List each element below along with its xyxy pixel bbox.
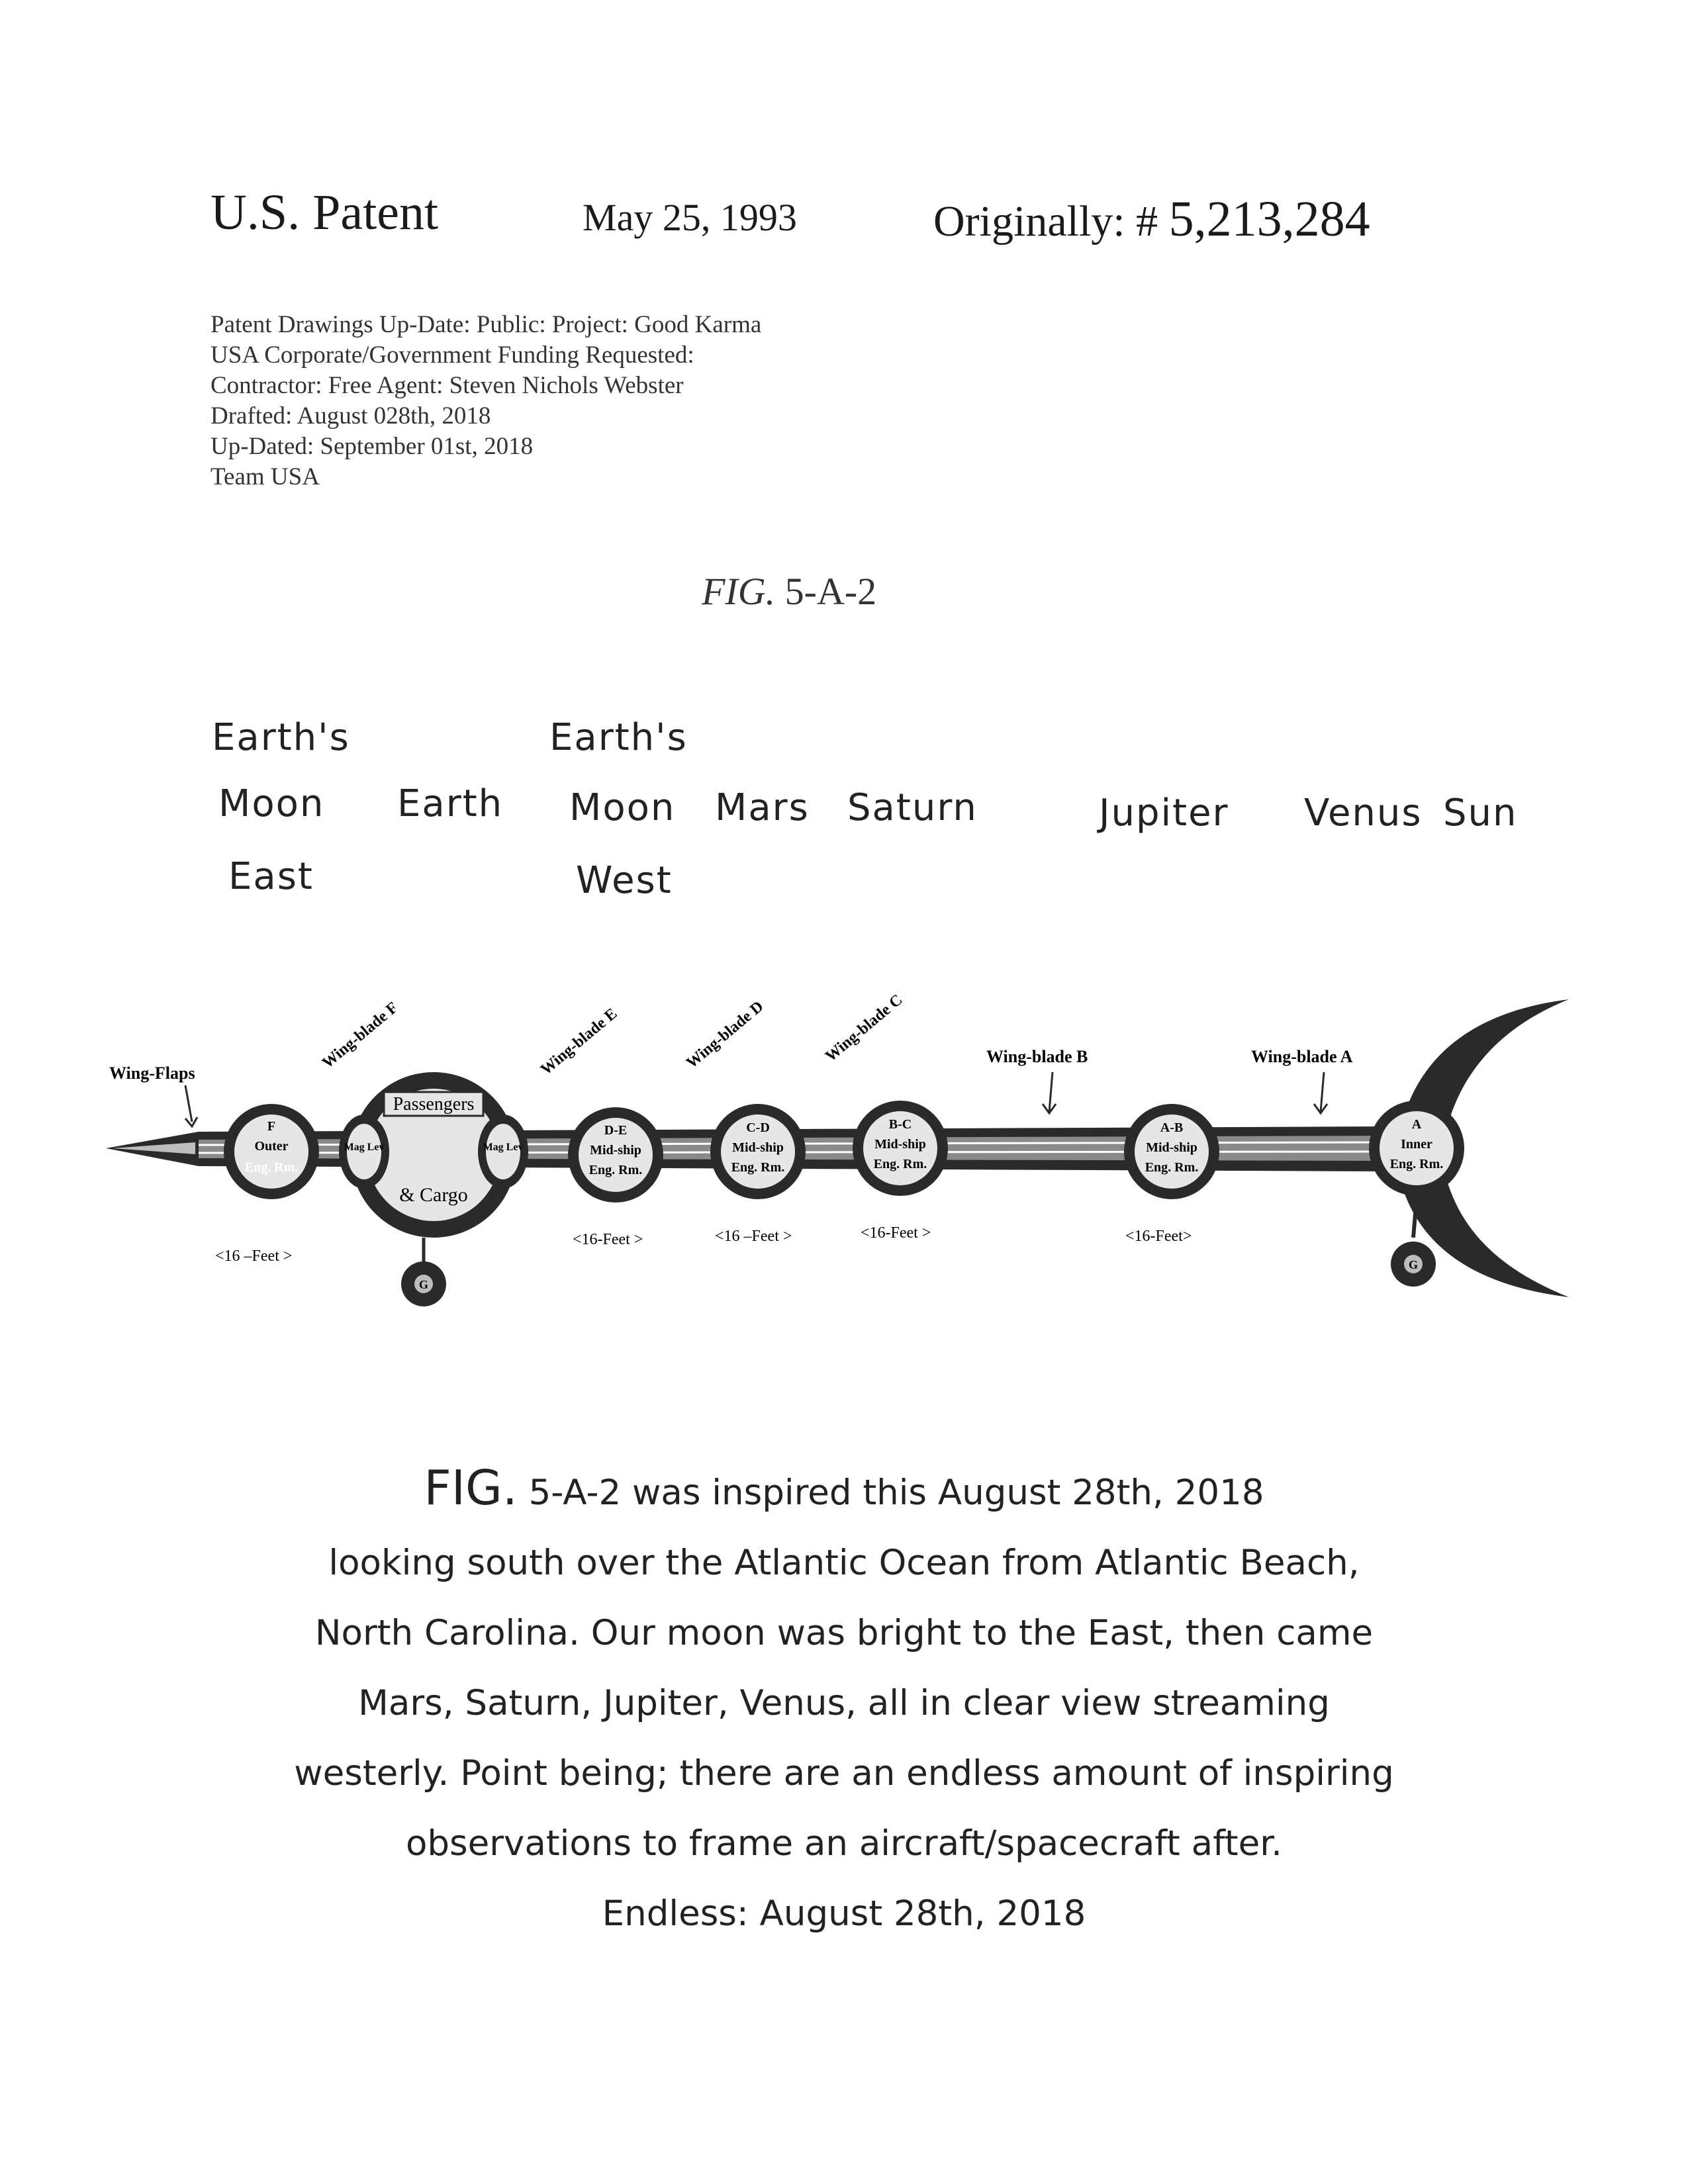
- originally-number: 5,213,284: [1168, 191, 1370, 247]
- engine-room-f: [224, 1104, 319, 1199]
- mag-lev-left: Mag Lev: [344, 1142, 385, 1153]
- passengers-label: Passengers: [393, 1094, 475, 1115]
- meta-line: USA Corporate/Government Funding Requested:: [211, 341, 694, 369]
- label-moon-west: Moon: [569, 786, 676, 829]
- label-mars: Mars: [715, 786, 810, 829]
- mag-lev-right: Mag Lev: [483, 1142, 524, 1153]
- passenger-cargo-pod: [339, 1072, 528, 1306]
- label-earths-east: Earth's: [212, 716, 350, 759]
- engine-line2-ab: Eng. Rm.: [1145, 1160, 1199, 1175]
- engine-room-bc: [853, 1101, 948, 1196]
- dim-label-5: <16-Feet>: [1125, 1228, 1192, 1245]
- engine-code-a: A: [1411, 1117, 1422, 1132]
- engine-code-ab: A-B: [1160, 1120, 1184, 1135]
- original-patent-number: [933, 191, 1370, 248]
- caption-fig-word: FIG.: [424, 1460, 518, 1516]
- engine-line1-bc: Mid-ship: [874, 1137, 926, 1152]
- wing-blade-b-label: Wing-blade B: [986, 1047, 1088, 1066]
- label-jupiter: Jupiter: [1099, 792, 1229, 835]
- wing-blade-e-label: Wing-blade E: [538, 1005, 621, 1079]
- engine-code-bc: B-C: [888, 1117, 912, 1132]
- engine-line1-cd: Mid-ship: [732, 1140, 784, 1155]
- label-moon-east: Moon: [218, 782, 325, 825]
- engine-line2-f: Eng. Rm.: [244, 1160, 299, 1175]
- engine-line2-bc: Eng. Rm.: [873, 1157, 927, 1171]
- originally-label: Originally: #: [933, 197, 1158, 246]
- label-east: East: [228, 855, 314, 898]
- figure-label: [702, 569, 876, 614]
- caption-line-4: Mars, Saturn, Jupiter, Venus, all in clear view streaming: [358, 1683, 1330, 1723]
- label-earths-west: Earth's: [549, 716, 688, 759]
- wing-blade-d-label: Wing-blade D: [683, 997, 767, 1072]
- engine-room-ab: [1124, 1104, 1219, 1199]
- document-meta: [211, 310, 761, 492]
- dim-label-2: <16-Feet >: [573, 1231, 643, 1248]
- figure-number: 5-A-2: [784, 570, 877, 613]
- dim-label-1: <16 –Feet >: [215, 1248, 293, 1265]
- wing-flaps-label: Wing-Flaps: [109, 1064, 195, 1083]
- caption-line-7: Endless: August 28th, 2018: [602, 1893, 1086, 1934]
- meta-line: Contractor: Free Agent: Steven Nichols Webster: [211, 372, 684, 399]
- label-sun: Sun: [1443, 792, 1518, 835]
- wing-blade-f-label: Wing-blade F: [319, 999, 402, 1072]
- engine-line1-a: Inner: [1401, 1137, 1432, 1152]
- spacecraft-diagram: [99, 953, 1582, 1363]
- label-west: West: [576, 859, 673, 902]
- engine-code-de: D-E: [604, 1123, 628, 1138]
- engine-room-de: [568, 1107, 663, 1203]
- pod-label-left: G: [418, 1278, 429, 1291]
- wing-blade-c-label: Wing-blade C: [822, 991, 906, 1066]
- meta-line: Drafted: August 028th, 2018: [211, 402, 491, 430]
- wing-blade-a-label: Wing-blade A: [1251, 1047, 1353, 1066]
- engine-code-f: F: [267, 1119, 276, 1134]
- figure-caption: [0, 1453, 1688, 1949]
- label-earth: Earth: [397, 782, 504, 825]
- figure-prefix: FIG.: [702, 570, 776, 613]
- caption-line-1-text: 5-A-2 was inspired this August 28th, 2018: [528, 1473, 1264, 1513]
- label-venus: Venus: [1304, 792, 1423, 835]
- pod-label-right: G: [1408, 1258, 1419, 1271]
- caption-line-1: [0, 1453, 1688, 1528]
- engine-line1-de: Mid-ship: [590, 1143, 641, 1158]
- dim-label-3: <16 –Feet >: [715, 1228, 792, 1245]
- engine-line2-a: Eng. Rm.: [1389, 1157, 1444, 1171]
- meta-line: Up-Dated: September 01st, 2018: [211, 433, 534, 460]
- label-saturn: Saturn: [847, 786, 978, 829]
- meta-line: Patent Drawings Up-Date: Public: Project: Good Karma: [211, 311, 762, 338]
- meta-line: Team USA: [211, 463, 320, 490]
- engine-line1-f: Outer: [254, 1139, 289, 1154]
- engine-code-cd: C-D: [746, 1120, 770, 1135]
- caption-line-6: observations to frame an aircraft/spacecraft after.: [405, 1823, 1283, 1864]
- patent-date: May 25, 1993: [583, 196, 797, 239]
- engine-room-cd: [710, 1104, 806, 1199]
- caption-line-5: westerly. Point being; there are an endless amount of inspiring: [294, 1753, 1394, 1794]
- cargo-label: & Cargo: [399, 1184, 468, 1206]
- caption-line-2: looking south over the Atlantic Ocean from Atlantic Beach,: [328, 1543, 1360, 1583]
- engine-line1-ab: Mid-ship: [1146, 1140, 1197, 1155]
- engine-line2-de: Eng. Rm.: [588, 1163, 643, 1177]
- dim-label-4: <16-Feet >: [861, 1224, 931, 1242]
- patent-heading: U.S. Patent: [211, 185, 439, 240]
- caption-line-3: North Carolina. Our moon was bright to the East, then came: [314, 1613, 1374, 1653]
- engine-line2-cd: Eng. Rm.: [731, 1160, 785, 1175]
